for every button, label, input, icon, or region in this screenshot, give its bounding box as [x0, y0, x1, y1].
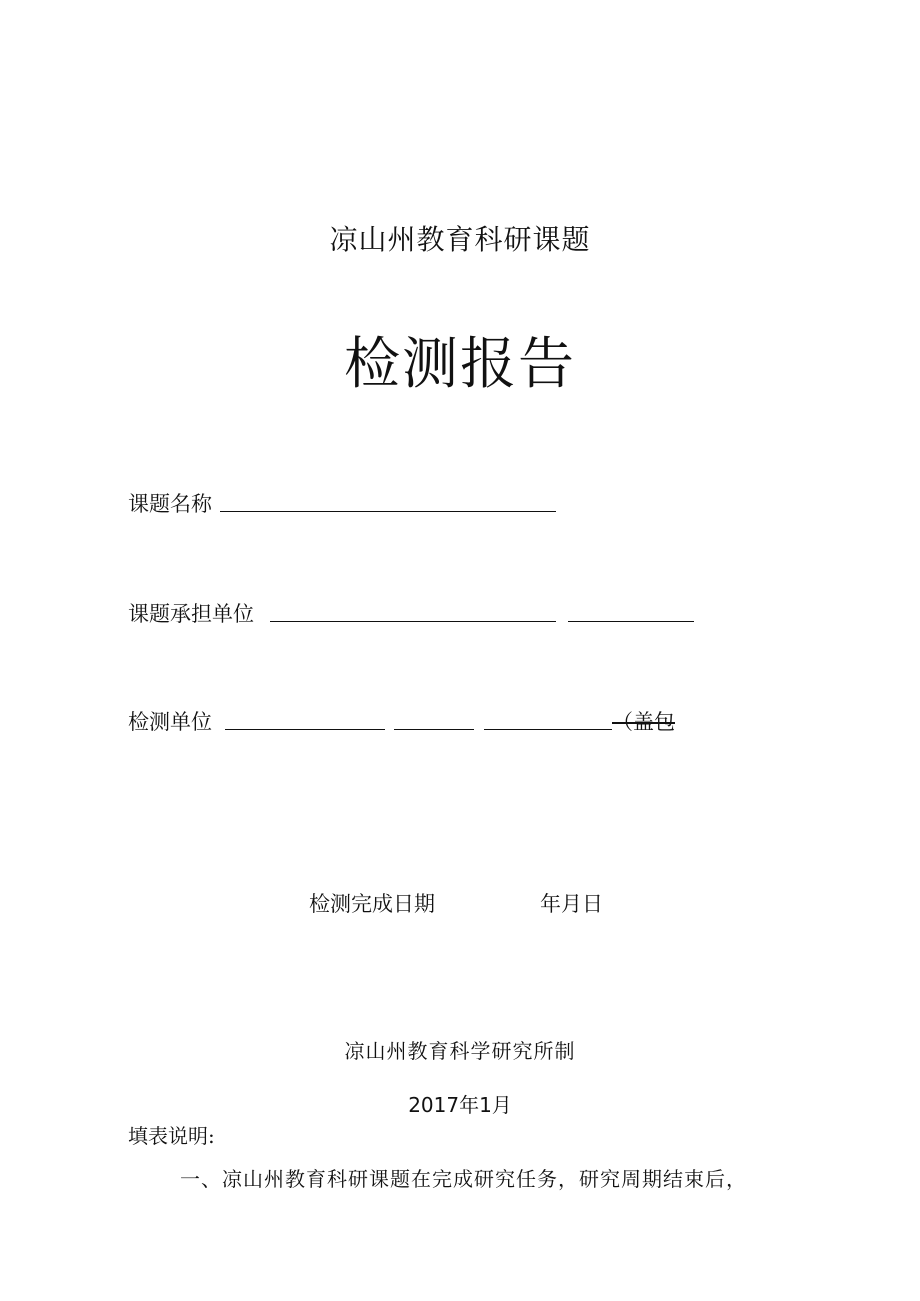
- issuer-line: 凉山州教育科学研究所制: [344, 1039, 576, 1063]
- report-subtitle: 凉山州教育科研课题: [329, 223, 591, 256]
- testing-unit-label: 检测单位: [128, 710, 212, 734]
- testing-unit-field-3[interactable]: [484, 729, 612, 730]
- undertaking-unit-label: 课题承担单位: [128, 602, 254, 626]
- undertaking-unit-field[interactable]: [270, 621, 556, 622]
- testing-unit-field[interactable]: [225, 729, 385, 730]
- issue-date: 2017年1月: [408, 1093, 512, 1117]
- undertaking-unit-field-extension[interactable]: [568, 621, 694, 622]
- instructions-paragraph: 一、凉山州教育科研课题在完成研究任务，研究周期结束后，: [180, 1167, 747, 1191]
- instructions-heading: 填表说明:: [128, 1124, 215, 1148]
- topic-name-field[interactable]: [220, 511, 556, 512]
- report-title: 检测报告: [344, 332, 576, 397]
- seal-note: （盖包: [612, 710, 675, 734]
- testing-unit-field-2[interactable]: [394, 729, 474, 730]
- topic-name-label: 课题名称: [128, 492, 212, 516]
- completion-date-ymd[interactable]: 年月日: [540, 892, 603, 916]
- completion-date-label: 检测完成日期: [309, 892, 435, 916]
